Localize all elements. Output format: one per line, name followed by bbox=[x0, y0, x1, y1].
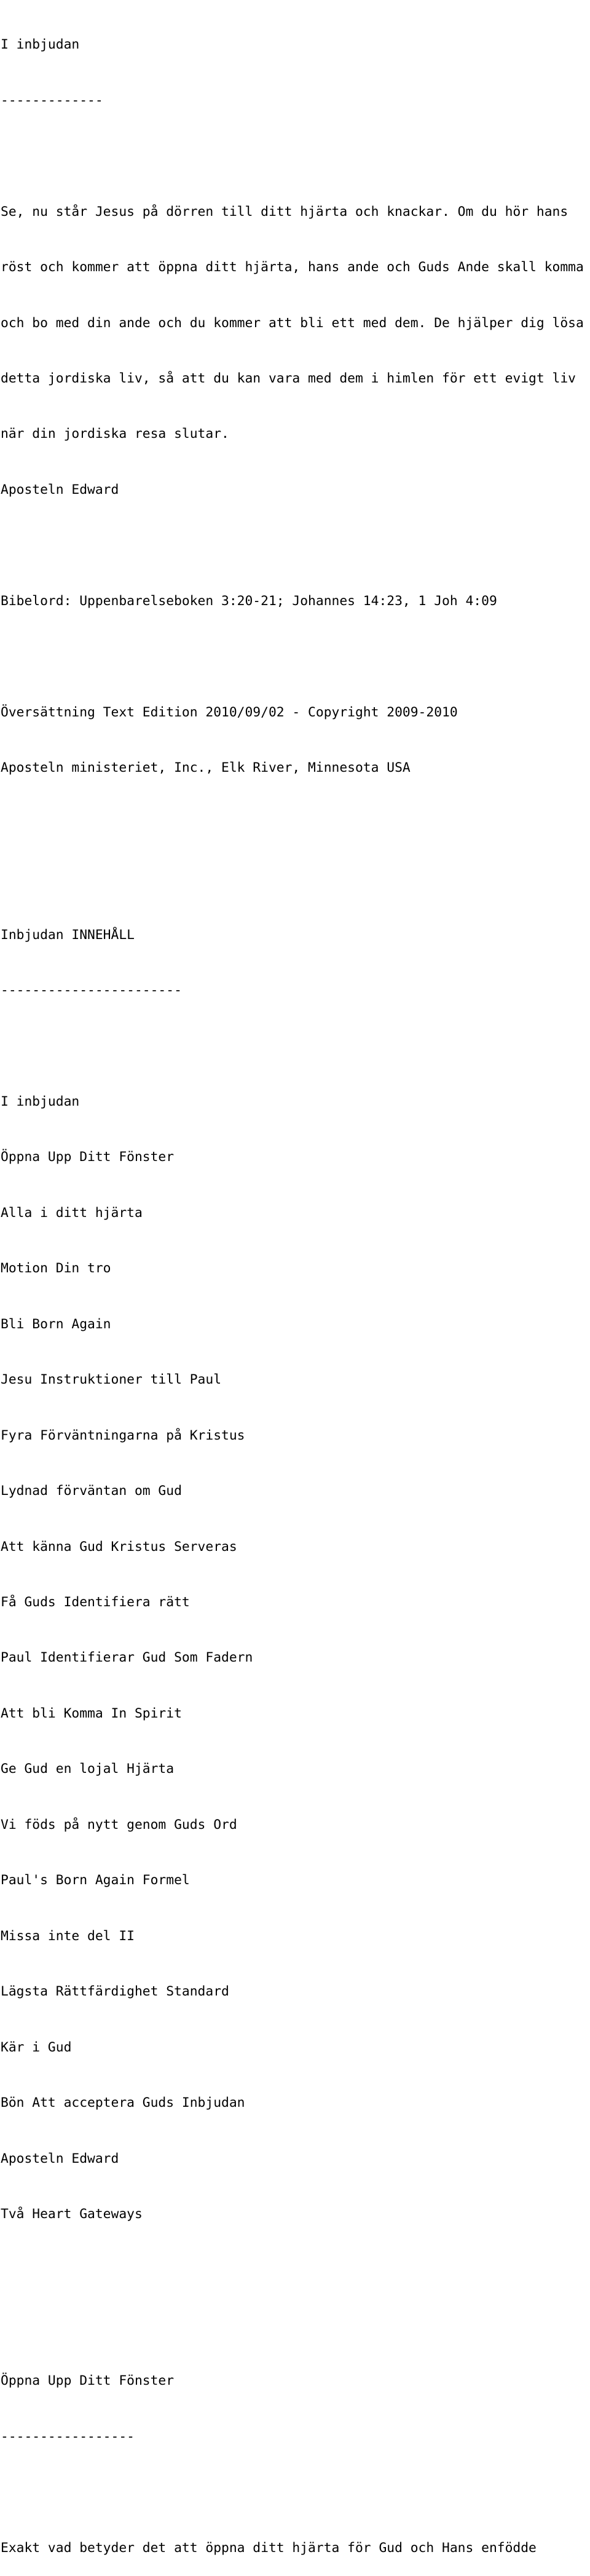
contents-item: Lydnad förväntan om Gud bbox=[1, 1483, 182, 1499]
blank-line bbox=[1, 870, 589, 889]
paragraph-line: röst och kommer att öppna ditt hjärta, hans ande och Guds Ande skall komma bbox=[1, 260, 584, 275]
contents-item: Motion Din tro bbox=[1, 1261, 111, 1277]
contents-item: Två Heart Gateways bbox=[1, 2206, 143, 2222]
paragraph-line: Se, nu står Jesus på dörren till ditt hjärta och knackar. Om du hör hans bbox=[1, 204, 568, 220]
contents-item: Att känna Gud Kristus Serveras bbox=[1, 1539, 237, 1555]
section-title-inbjudan: I inbjudan bbox=[1, 37, 80, 53]
blank-line bbox=[1, 2316, 589, 2335]
contents-rule: ----------------------- bbox=[1, 983, 182, 999]
contents-item: Ge Gud en lojal Hjärta bbox=[1, 1761, 175, 1777]
paragraph-line: när din jordiska resa slutar. bbox=[1, 426, 229, 442]
contents-item: Få Guds Identifiera rätt bbox=[1, 1595, 190, 1610]
contents-item: Alla i ditt hjärta bbox=[1, 1205, 143, 1221]
translation-info: Översättning Text Edition 2010/09/02 - Copyright 2009-2010 bbox=[1, 704, 458, 720]
paragraph-line: och bo med din ande och du kommer att bli ett med dem. De hjälper dig lösa bbox=[1, 315, 584, 331]
paragraph-line: Exakt vad betyder det att öppna ditt hjärta för Gud och Hans enfödde bbox=[1, 2540, 537, 2556]
contents-item: Jesu Instruktioner till Paul bbox=[1, 1372, 222, 1388]
contents-item: Bli Born Again bbox=[1, 1316, 111, 1332]
section-title-oppna-upp-ditt-fonster: Öppna Upp Ditt Fönster bbox=[1, 2373, 175, 2389]
contents-item: Kär i Gud bbox=[1, 2039, 72, 2055]
blank-line bbox=[1, 648, 589, 666]
blank-line bbox=[1, 2261, 589, 2279]
contents-item: Lägsta Rättfärdighet Standard bbox=[1, 1984, 229, 2000]
translation-info: Aposteln ministeriet, Inc., Elk River, Minnesota USA bbox=[1, 760, 411, 776]
blank-line bbox=[1, 2483, 589, 2502]
contents-item: Paul Identifierar Gud Som Fadern bbox=[1, 1650, 253, 1666]
blank-line bbox=[1, 815, 589, 833]
contents-item: Att bli Komma In Spirit bbox=[1, 1705, 182, 1721]
scripture-reference: Bibelord: Uppenbarelseboken 3:20-21; Johannes 14:23, 1 Joh 4:09 bbox=[1, 593, 497, 609]
contents-item: Aposteln Edward bbox=[1, 2150, 119, 2166]
blank-line bbox=[1, 536, 589, 555]
blank-line bbox=[1, 147, 589, 165]
document-page bbox=[1, 0, 589, 2576]
contents-item: Öppna Upp Ditt Fönster bbox=[1, 1149, 175, 1165]
section-rule: ------------- bbox=[1, 92, 103, 108]
contents-item: Bön Att acceptera Guds Inbjudan bbox=[1, 2095, 245, 2111]
contents-item: Fyra Förväntningarna på Kristus bbox=[1, 1427, 245, 1443]
contents-item: Vi föds på nytt genom Guds Ord bbox=[1, 1817, 237, 1833]
blank-line bbox=[1, 1037, 589, 1055]
contents-item: Missa inte del II bbox=[1, 1928, 135, 1944]
contents-item: I inbjudan bbox=[1, 1093, 80, 1109]
contents-title: Inbjudan INNEHÅLL bbox=[1, 927, 135, 943]
section-rule: ----------------- bbox=[1, 2428, 135, 2444]
signature: Aposteln Edward bbox=[1, 482, 119, 497]
paragraph-line: detta jordiska liv, så att du kan vara med dem i himlen för ett evigt liv bbox=[1, 371, 576, 387]
contents-item: Paul's Born Again Formel bbox=[1, 1873, 190, 1888]
